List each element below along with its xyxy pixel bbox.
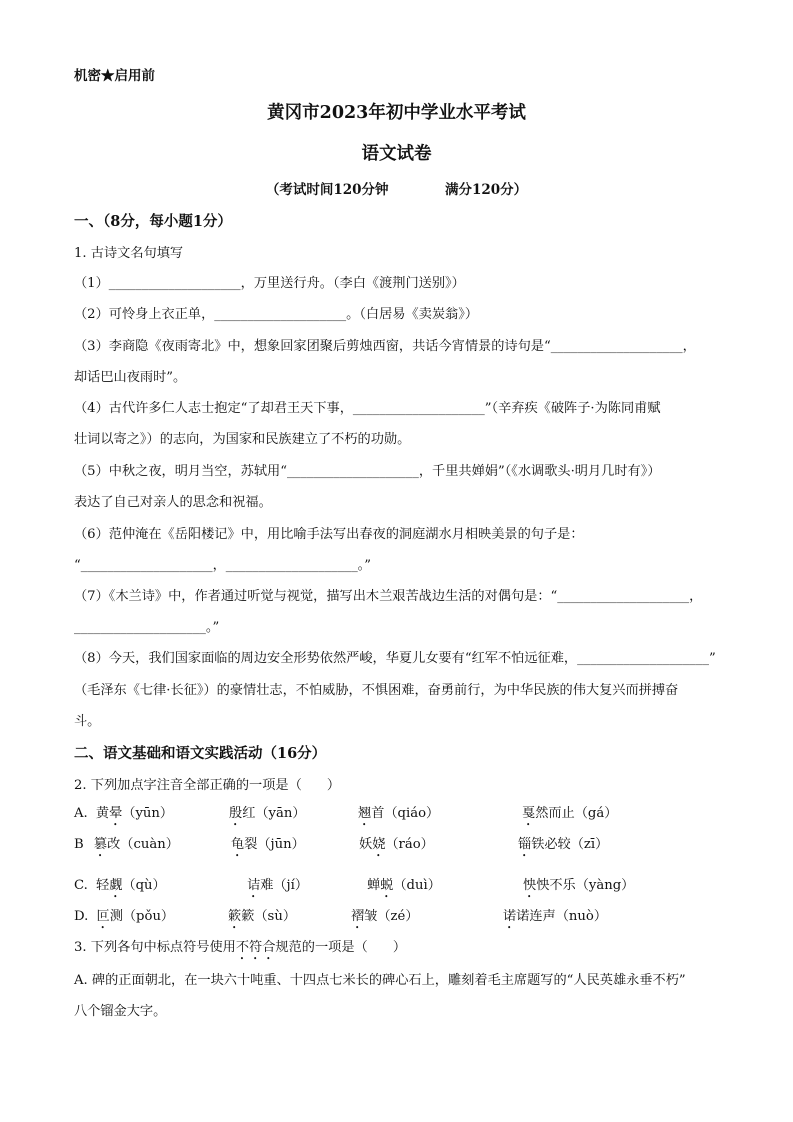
pinyin: （jūn） [257,837,305,852]
q3-title-emphasis: 不符合 [235,940,276,955]
q1-line-15: 斗。 [74,714,101,729]
q3-title-post: 规范的一项是（ ） [275,940,407,955]
q3-title [74,939,406,963]
item-post: 然而止 [535,806,575,821]
q2-option-d-item-3 [351,908,419,932]
q1-line-14: （毛泽东《七律·长征》）的豪情壮志，不怕威胁，不惧困难，奋勇前行，为中华民族的伟大复兴而拼搏奋 [74,683,679,698]
q1-line-13: （8）今天，我们国家面临的周边安全形势依然严峻，华夏儿女要有“红军不怕远征难，____________________” [74,651,716,666]
q1-line-12: ____________________。” [74,620,220,635]
dotted-char: 篡 [93,837,108,852]
item-post: 难 [260,878,274,893]
pinyin: （ráo） [385,837,434,852]
exam-info: （考试时间120分钟 满分120分） [265,182,528,198]
q1-line-7: （5）中秋之夜，明月当空，苏轼用“____________________，千里共婵娟”（《水调歌头·明月几时有》） [74,464,661,479]
q2-option-a-item-4 [522,805,617,829]
item-post: 首 [371,806,385,821]
pinyin: （zī） [570,837,609,852]
pinyin: （nuò） [555,909,608,924]
item-post: 改 [107,837,121,852]
pinyin: （yān） [255,806,306,821]
dotted-char: 褶 [351,909,365,924]
pinyin: （yūn） [122,806,174,821]
q1-line-1: （1）____________________，万里送行舟。（李白《渡荆门送别》） [74,276,465,291]
q1-title: 1. 古诗文名句填写 [74,246,184,261]
pinyin: （cuàn） [120,837,179,852]
q2-option-b-item-4 [518,836,608,860]
dotted-char: 晕 [109,806,123,821]
q3-title-pre: 3. 下列各句中标点符号使用 [74,940,236,955]
item-post: 测 [109,909,123,924]
pinyin: （zé） [377,909,419,924]
dotted-char: 蜕 [380,878,394,893]
q2-option-d-item-2 [228,908,296,932]
q2-option-c-item-3 [367,877,441,901]
pinyin: （jí） [273,878,309,893]
dotted-char: 龟 [231,837,245,852]
item-pre: 轻 [96,878,110,893]
dotted-char: 诘 [247,878,261,893]
section2-heading: 二、语文基础和语文实践活动（16分） [74,745,327,762]
q1-line-11: （7）《木兰诗》中，作者通过听觉与视觉，描写出木兰艰苦战边生活的对偶句是：“____________________， [74,589,703,604]
q3-option-a-line-2: 八个镏金大字。 [74,1004,167,1019]
confidential-label: 机密★启用前 [74,68,155,84]
dotted-char: 娆 [372,837,386,852]
item-pre: 妖 [359,837,373,852]
dotted-char: 锱 [518,837,532,852]
item-post: 裂 [244,837,258,852]
q1-line-5: （4）古代许多仁人志士抱定“了却君王天下事，____________________”（辛弃疾《破阵子·为陈同甫赋 [74,401,661,416]
item-post: 皱 [364,909,378,924]
option-label: A. [74,806,88,821]
dotted-char: 觑 [109,878,123,893]
option-label: D. [74,909,89,924]
item-post: 簌 [241,909,255,924]
pinyin: （duì） [393,878,441,893]
dotted-char: 殷 [229,806,243,821]
q1-line-4: 却话巴山夜雨时”。 [74,370,187,385]
q2-option-a-item-3 [358,805,439,829]
q2-option-a[interactable] [74,805,173,829]
q1-line-6: 壮词以寄之》）的志向，为国家和民族建立了不朽的功勋。 [74,432,411,447]
q2-option-b-item-3 [359,836,434,860]
pinyin: （yàng） [575,878,635,893]
q2-option-c-item-4 [523,877,634,901]
pinyin: （pǒu） [122,909,175,924]
option-label: C. [74,878,88,893]
item-post: 诺连声 [516,909,556,924]
pinyin: （qù） [122,878,166,893]
q2-option-d[interactable] [74,908,174,932]
item-post: 红 [242,806,256,821]
q1-line-2: （2）可怜身上衣正单，____________________。（白居易《卖炭翁》） [74,307,479,322]
dotted-char: 怏 [523,878,537,893]
item-post: 怏不乐 [536,878,576,893]
q1-line-9: （6）范仲淹在《岳阳楼记》中，用比喻手法写出春夜的洞庭湖水月相映美景的句子是： [74,527,584,542]
dotted-char: 诺 [503,909,517,924]
section1-heading: 一、（8分，每小题1分） [74,213,232,230]
dotted-char: 簌 [228,909,242,924]
q3-option-a-line-1: A. 碑的正面朝北，在一块六十吨重、十四点七米长的碑心石上，雕刻着毛主席题写的“人民英雄永垂不朽” [74,973,686,988]
dotted-char: 翘 [358,806,372,821]
q2-option-c[interactable] [74,877,166,901]
q1-line-10: “____________________，____________________。” [74,558,372,573]
item-post: 铁必较 [531,837,571,852]
item-pre: 黄 [95,806,110,821]
q2-option-c-item-2 [247,877,308,901]
subject-title: 语文试卷 [361,144,432,164]
q2-option-b[interactable] [74,836,179,860]
q1-line-3: （3）李商隐《夜雨寄北》中，想象回家团聚后剪烛西窗，共话今宵情景的诗句是“____________________， [74,339,696,354]
item-pre: 蝉 [367,878,381,893]
pinyin: （gá） [574,806,618,821]
dotted-char: 叵 [96,909,110,924]
q2-title: 2. 下列加点字注音全部正确的一项是（ ） [74,778,341,793]
pinyin: （qiáo） [384,806,440,821]
pinyin: （sù） [254,909,297,924]
q2-option-a-item-2 [229,805,306,829]
q1-line-8: 表达了自己对亲人的思念和祝福。 [74,495,272,510]
q2-option-d-item-4 [503,908,607,932]
option-label: B [74,837,84,852]
exam-title: 黄冈市2023年初中学业水平考试 [267,103,526,123]
dotted-char: 戛 [522,806,536,821]
q2-option-b-item-2 [231,836,305,860]
